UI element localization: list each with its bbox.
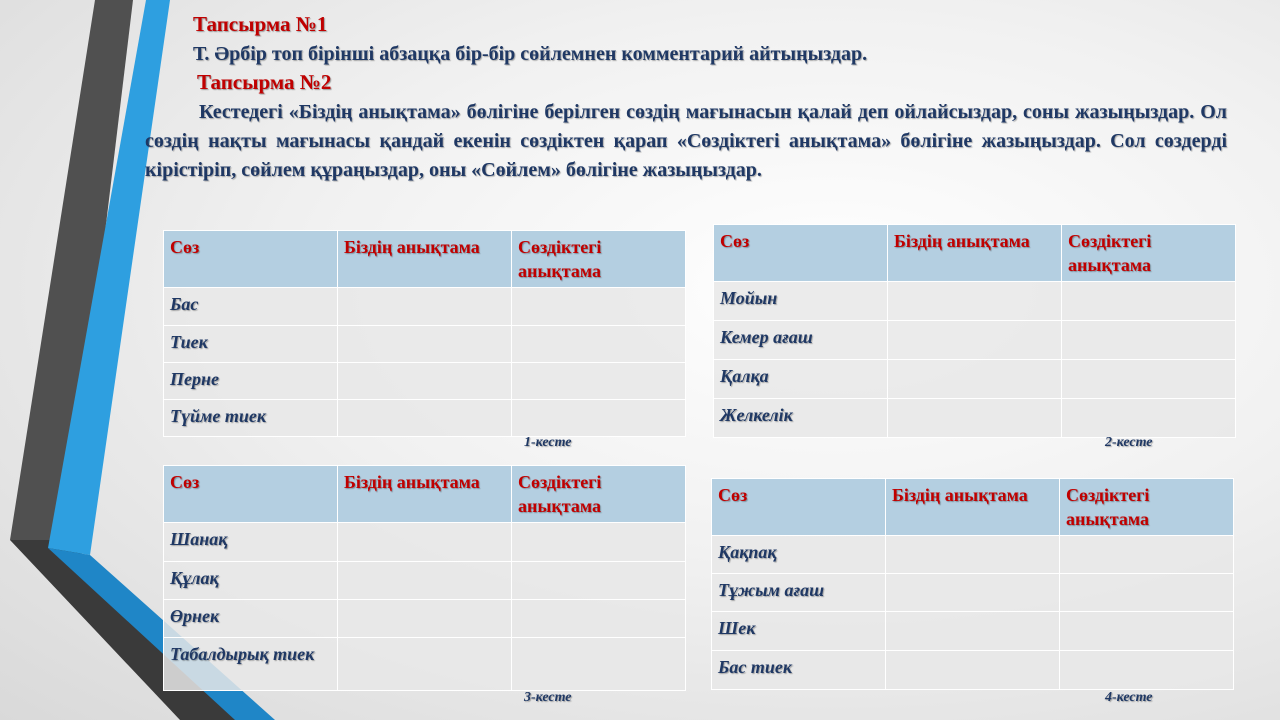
word-cell: Желкелік bbox=[714, 399, 888, 438]
dictionary-definition-cell[interactable] bbox=[512, 400, 686, 437]
header-our-definition: Біздің анықтама bbox=[338, 466, 512, 523]
header-dictionary-definition: Сөздіктегі анықтама bbox=[1060, 479, 1234, 536]
our-definition-cell[interactable] bbox=[886, 651, 1060, 690]
our-definition-cell[interactable] bbox=[338, 363, 512, 400]
table-caption-3: 3-кесте bbox=[524, 690, 572, 705]
our-definition-cell[interactable] bbox=[888, 399, 1062, 438]
dictionary-definition-cell[interactable] bbox=[512, 523, 686, 562]
header-dictionary-definition: Сөздіктегі анықтама bbox=[1062, 225, 1236, 282]
header-our-definition: Біздің анықтама bbox=[338, 231, 512, 288]
our-definition-cell[interactable] bbox=[888, 282, 1062, 321]
word-cell: Қақпақ bbox=[712, 536, 886, 574]
word-table-1 bbox=[163, 230, 686, 437]
word-cell: Шек bbox=[712, 612, 886, 651]
our-definition-cell[interactable] bbox=[886, 574, 1060, 612]
word-cell: Қалқа bbox=[714, 360, 888, 399]
word-cell: Тұжым ағаш bbox=[712, 574, 886, 612]
header-dictionary-definition: Сөздіктегі анықтама bbox=[512, 231, 686, 288]
header-our-definition: Біздің анықтама bbox=[888, 225, 1062, 282]
our-definition-cell[interactable] bbox=[888, 360, 1062, 399]
header-word: Сөз bbox=[164, 466, 338, 523]
dictionary-definition-cell[interactable] bbox=[512, 288, 686, 326]
dictionary-definition-cell[interactable] bbox=[1060, 612, 1234, 651]
our-definition-cell[interactable] bbox=[338, 288, 512, 326]
our-definition-cell[interactable] bbox=[338, 400, 512, 437]
header-word: Сөз bbox=[712, 479, 886, 536]
our-definition-cell[interactable] bbox=[338, 600, 512, 638]
word-table-3 bbox=[163, 465, 686, 691]
dictionary-definition-cell[interactable] bbox=[1062, 360, 1236, 399]
dictionary-definition-cell[interactable] bbox=[1060, 536, 1234, 574]
word-cell: Шанақ bbox=[164, 523, 338, 562]
word-cell: Түйме тиек bbox=[164, 400, 338, 437]
word-cell: Мойын bbox=[714, 282, 888, 321]
our-definition-cell[interactable] bbox=[886, 612, 1060, 651]
dictionary-definition-cell[interactable] bbox=[1062, 282, 1236, 321]
table-caption-2: 2-кесте bbox=[1105, 435, 1153, 450]
our-definition-cell[interactable] bbox=[338, 562, 512, 600]
task1-title: Тапсырма №1 bbox=[193, 12, 328, 36]
dictionary-definition-cell[interactable] bbox=[512, 326, 686, 363]
header-our-definition: Біздің анықтама bbox=[886, 479, 1060, 536]
dictionary-definition-cell[interactable] bbox=[512, 363, 686, 400]
word-cell: Перне bbox=[164, 363, 338, 400]
dictionary-definition-cell[interactable] bbox=[512, 638, 686, 691]
our-definition-cell[interactable] bbox=[886, 536, 1060, 574]
word-table-4 bbox=[711, 478, 1234, 690]
task1-text: Т. Әрбір топ бірінші абзацқа бір-бір сөйлемнен комментарий айтыңыздар. bbox=[193, 43, 868, 65]
header-dictionary-definition: Сөздіктегі анықтама bbox=[512, 466, 686, 523]
word-cell: Кемер ағаш bbox=[714, 321, 888, 360]
dictionary-definition-cell[interactable] bbox=[512, 600, 686, 638]
task2-title: Тапсырма №2 bbox=[197, 70, 332, 94]
word-cell: Құлақ bbox=[164, 562, 338, 600]
our-definition-cell[interactable] bbox=[338, 326, 512, 363]
our-definition-cell[interactable] bbox=[338, 638, 512, 691]
dictionary-definition-cell[interactable] bbox=[1060, 574, 1234, 612]
dictionary-definition-cell[interactable] bbox=[1060, 651, 1234, 690]
word-cell: Бас bbox=[164, 288, 338, 326]
table-caption-1: 1-кесте bbox=[524, 435, 572, 450]
our-definition-cell[interactable] bbox=[888, 321, 1062, 360]
word-cell: Өрнек bbox=[164, 600, 338, 638]
our-definition-cell[interactable] bbox=[338, 523, 512, 562]
header-word: Сөз bbox=[714, 225, 888, 282]
table-caption-4: 4-кесте bbox=[1105, 690, 1153, 705]
task2-text: Кестедегі «Біздің анықтама» бөлігіне берілген сөздің мағынасын қалай деп ойлайсыздар, соны жазыңыздар. Ол сөздің нақты мағынасы қандай екенін сөздіктен қарап «Сөздіктегі анықтама» бөлігіне жазыңыздар. Сол сөздерді кірістіріп, сөйлем құраңыздар, оны «Сөйлем» бөлігіне жазыңыздар. bbox=[145, 101, 1227, 181]
dictionary-definition-cell[interactable] bbox=[1062, 399, 1236, 438]
word-cell: Тиек bbox=[164, 326, 338, 363]
word-cell: Табалдырық тиек bbox=[164, 638, 338, 691]
dictionary-definition-cell[interactable] bbox=[512, 562, 686, 600]
word-cell: Бас тиек bbox=[712, 651, 886, 690]
dictionary-definition-cell[interactable] bbox=[1062, 321, 1236, 360]
header-word: Сөз bbox=[164, 231, 338, 288]
word-table-2 bbox=[713, 224, 1236, 438]
